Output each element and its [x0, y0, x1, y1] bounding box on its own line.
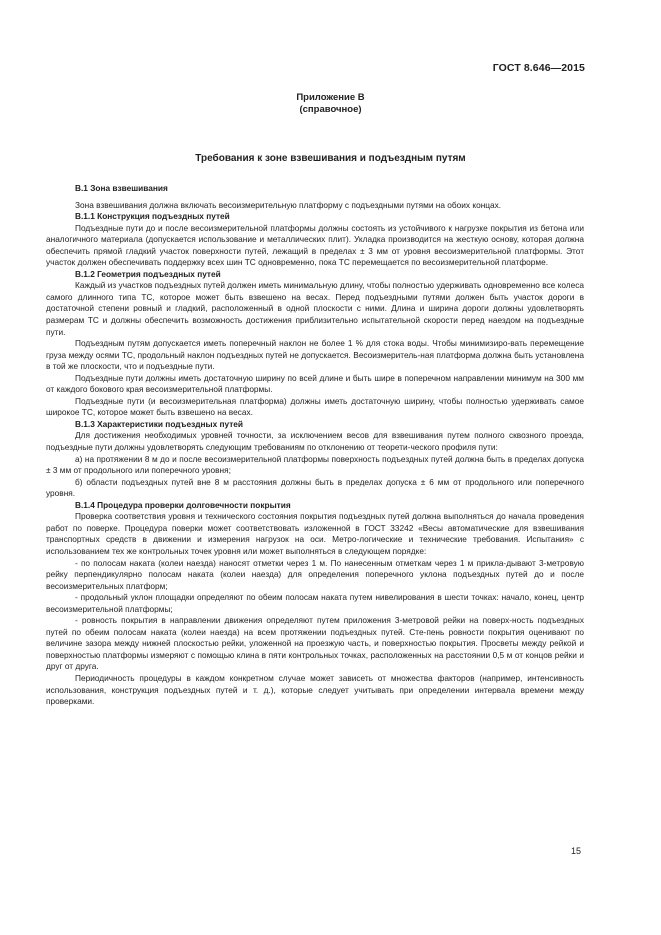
document-body: [46, 183, 584, 708]
appendix-heading: [0, 92, 661, 116]
list-item: - продольный уклон площадки определяют по обеим полосам наката путем нивелирования в шести точках: начало, конец, центр весоизмерительной платформы;: [46, 592, 584, 614]
list-item: а) на протяжении 8 м до и после весоизмерительной платформы поверхность подъездных путей должна быть в пределах допуска ± 3 мм от продольного или поперечного уровня;: [46, 453, 584, 476]
list-item: - ровность покрытия в направлении движения определяют путем приложения 3-метровой рейки на поверх-ность подъездных путей по обеим полосам наката (колеи наезда) на всем протяжении подъездных путей. Сте-пень ровности покрытия оценивают по величине зазора между нижней плоскостью рейки, уложенной на проезжую часть, и поверхностью покрытия. Просветы между рейкой и поверхностью платформы измеряют с помощью клина в пяти контрольных точках, расположенных на расстоянии 0,5 м от концов рейки и друг от друга.: [46, 615, 584, 672]
paragraph: Подъездным путям допускается иметь поперечный наклон не более 1 % для стока воды. Чтобы минимизиро-вать перемещение груза между осями ТС, продольный наклон подъездных путей не допускается. Весоизмеритель-ная платформа должна быть установлена в той же плоскости, что и подъездные пути.: [46, 338, 584, 372]
paragraph: Периодичность процедуры в каждом конкретном случае может зависеть от множества факторов (например, интенсивность использования, конструкция подъездных путей и т. д.), которые следует учитывать при определении интервала времени между проверками.: [46, 672, 584, 707]
section-title: Требования к зоне взвешивания и подъездным путям: [195, 153, 466, 164]
list-item: - по полосам наката (колеи наезда) наносят отметки через 1 м. По нанесенным отметкам через 1 м прикла-дывают 3-метровую рейку перпендикулярно полосам наката (колеи наезда) для определения поперечного уклона подъездных путей до и после весоизмерительных платформ;: [46, 557, 584, 591]
paragraph: Подъездные пути до и после весоизмерительной платформы должны состоять из устойчивого к нагрузке покрытия из бетона или аналогичного материала (допускается использование и металлических плит). Укладка производится на жесткую основу, которая должна обеспечить прямой гладкий участок поверхности путей, лежащий в пределах ± 3 мм от уровня весоизмерительной платформы. Этот участок должен обеспечивать поддержку всех шин ТС одновременно, пока ТС перемещается по весоизмерительной платформе.: [46, 222, 584, 268]
paragraph: Для достижения необходимых уровней точности, за исключением весов для взвешивания путем полного сквозного проезда, подъездные пути должны удовлетворять следующим требованиям по отклонению от теорети-ческого профиля пути:: [46, 430, 584, 453]
appendix-subtitle: (справочное): [299, 104, 362, 115]
heading-b1-1: В.1.1 Конструкция подъездных путей: [75, 211, 230, 222]
heading-b1-3: В.1.3 Характеристики подъездных путей: [75, 418, 244, 429]
paragraph: Подъездные пути (и весоизмерительная платформа) должны иметь достаточную ширину, чтобы полностью удерживать самое широкое ТС, которое может быть взвешено на весах.: [46, 395, 584, 418]
list-item: б) области подъездных путей вне 8 м расстояния должны быть в пределах допуска ± 6 мм от продольного или поперечного уровня.: [46, 476, 584, 499]
standard-number: ГОСТ 8.646—2015: [492, 62, 585, 74]
paragraph: Подъездные пути должны иметь достаточную ширину по всей длине и быть шире в поперечном направлении минимум на 300 мм от каждого бокового края весоизмерительной платформы.: [46, 372, 584, 395]
paragraph: Проверка соответствия уровня и технического состояния покрытия подъездных путей должна выполняться до начала проведения работ по поверке. Процедура поверки может соответствовать изложенной в ГОСТ 33242 «Весы автоматические для взвешивания транспортных средств в движении и измерения нагрузок на оси. Метро-логические и технические требования. Испытания» с использованием тех же контрольных точек уровня или может выполняться в следующем порядке:: [46, 511, 584, 556]
appendix-title: Приложение В: [296, 92, 365, 103]
heading-b1-4: В.1.4 Процедура проверки долговечности покрытия: [75, 499, 291, 510]
paragraph: Каждый из участков подъездных путей должен иметь минимальную длину, чтобы полностью удерживать одновременно все колеса самого длинного типа ТС, которое может быть взвешено на весах. Перед подъездными путями должен быть участок дороги в достаточной степени ровный и гладкий, расположенный в одной плоскости с ними. Длина и ширина дороги должны удовлетворять размерам ТС и должны обеспечить возможность достижения приблизительно испытательной скорости перед наездом на подъездные пути.: [46, 280, 584, 337]
heading-b1: В.1 Зона взвешивания: [75, 183, 168, 193]
heading-b1-2: В.1.2 Геометрия подъездных путей: [75, 268, 221, 279]
page-number: 15: [570, 846, 581, 856]
paragraph: Зона взвешивания должна включать весоизмерительную платформу с подъездными путями на обоих концах.: [75, 199, 502, 210]
